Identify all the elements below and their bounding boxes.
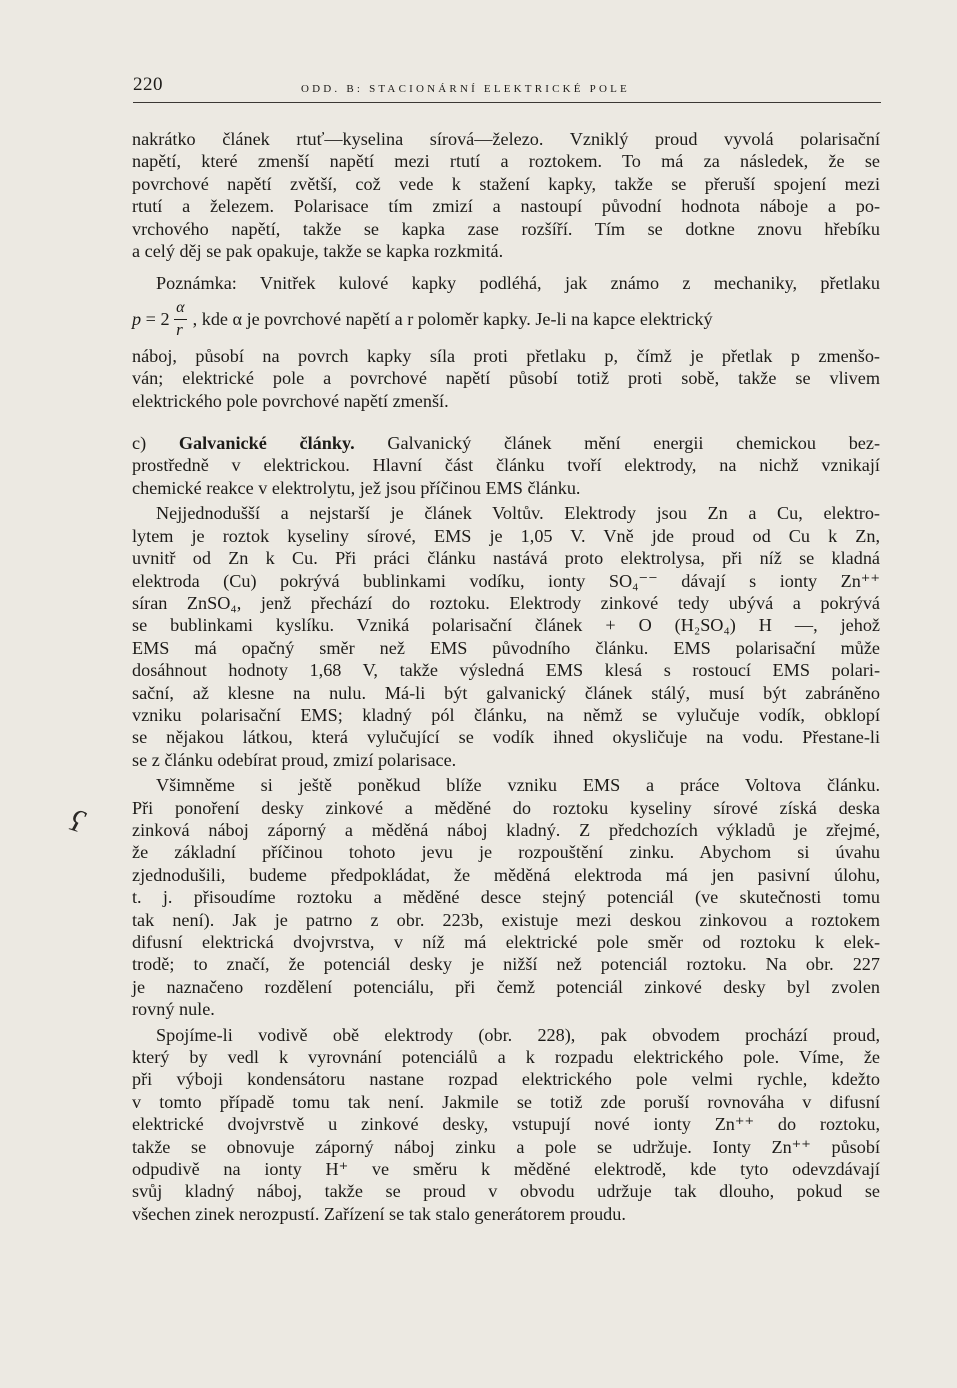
text-line: vzniku polarisační EMS; kladný pól článku, na němž se vylučuje vodík, obklopí xyxy=(132,704,880,725)
text-line: se bublinkami kyslíku. Vzniká polarisační článek + O (H₂SO₄) H —, jehož xyxy=(132,615,880,636)
body-text xyxy=(132,128,880,1225)
text-line: svůj kladný náboj, takže se proud v obvodu udržuje tak dlouho, pokud se xyxy=(132,1181,880,1202)
text-line: rovný nule. xyxy=(132,999,215,1020)
section-prefix: c) xyxy=(132,433,147,454)
text-line: prostředně v elektrickou. Hlavní část článku tvoří elektrody, na nichž vznikají xyxy=(132,455,880,476)
text-line: který by vedl k vyrovnání potenciálů a k rozpadu elektrického pole. Víme, že xyxy=(132,1047,880,1068)
text-line: že základní příčinou tohoto jevu je rozpouštění zinku. Abychom si úvahu xyxy=(132,842,880,863)
text-line: napětí, které zmenší napětí mezi rtutí a roztokem. To má za následek, že se xyxy=(132,151,880,172)
text-line: trodě; to značí, že potenciál desky je nižší než potenciál roztoku. Na obr. 227 xyxy=(132,954,880,975)
text-line: tak není). Jak je patrno z obr. 223b, existuje mezi deskou zinkovou a roztokem xyxy=(132,909,880,930)
text-line: t. j. přisoudíme roztoku a měděné desce stejný potenciál (ve skutečnosti tomu xyxy=(132,887,880,908)
text-line: sační, až klesne na nulu. Má-li být galvanický článek stálý, musí být zabráněno xyxy=(132,682,880,703)
text-line: difusní elektrická dvojvrstva, v níž má elektrické pole směr od roztoku k elek- xyxy=(132,932,880,952)
paragraph-polarisation xyxy=(132,128,880,262)
note-line: Poznámka: Vnitřek kulové kapky podléhá, jak známo z mechaniky, přetlaku xyxy=(156,273,880,294)
fraction-denominator: r xyxy=(176,319,183,339)
formula-eq: = 2 xyxy=(145,309,170,330)
section-heading-line xyxy=(132,432,880,454)
text-line: chemické reakce v elektrolytu, jež jsou příčinou EMS článku. xyxy=(132,477,581,498)
text-line: se z článku odebírat proud, zmizí polarisace. xyxy=(132,749,457,770)
section-galvanic-cells xyxy=(132,432,880,499)
fraction-alpha-over-r xyxy=(174,298,188,341)
text-line: povrchové napětí zvětší, což vede k stažení kapky, takže se přeruší spojení mezi xyxy=(132,173,880,194)
text-line: lytem je roztok kyseliny sírové, EMS je 1,05 V. Vně jde proud od Cu k Zn, xyxy=(132,525,880,546)
text-line: se nějakou látkou, která vylučující se vodík ihned okysličuje na vodu. Přestane-li xyxy=(132,727,880,748)
text-line: v tomto případě tomu tak není. Jakmile se totiž zde poruší rovnováha v difusní xyxy=(132,1091,880,1112)
text-line: Nejjednodušší a nejstarší je článek Voltův. Elektrody jsou Zn a Cu, elektro- xyxy=(156,503,880,524)
formula-line xyxy=(132,298,880,341)
text-line: zjednodušili, budeme předpokládat, že měděná elektroda má jen pasivní úlohu, xyxy=(132,864,880,885)
fraction-numerator: α xyxy=(176,298,185,316)
text-line: odpudivě na ionty H⁺ ve směru k měděné elektrodě, kde tyto odevzdávají xyxy=(132,1159,880,1180)
running-head: ODD. B: STACIONÁRNÍ ELEKTRICKÉ POLE xyxy=(301,83,630,95)
text-line: vrchového napětí, takže se kapka zase rozšíří. Tím se dotkne znovu hřebíku xyxy=(132,218,880,239)
text-line: je naznačeno rozdělení potenciálu, při čemž potenciál zinkové desky byl zvolen xyxy=(132,976,880,997)
text-line: zinková náboj záporný a měděná náboj kladný. Z předchozích výkladů je zřejmé, xyxy=(132,819,880,840)
text-line: Spojíme-li vodivě obě elektrody (obr. 228), pak obvodem prochází proud, xyxy=(156,1024,880,1045)
text-line: rtutí a železem. Polarisace tím zmizí a nastoupí původní hodnota náboje a po- xyxy=(132,196,880,217)
note-line: ván; elektrické pole a povrchové napětí působí totiž proti sobě, takže se vlivem xyxy=(132,368,880,389)
section-heading-rest: Galvanický článek mění energii chemickou bez- xyxy=(387,433,881,454)
text-line: Všimněme si ještě poněkud blíže vzniku EMS a práce Voltova článku. xyxy=(156,775,880,796)
formula-p: p xyxy=(132,309,142,330)
text-line: takže se obnovuje záporný náboj zinku a pole se udržuje. Ionty Zn⁺⁺ působí xyxy=(132,1136,880,1157)
paragraph-volta xyxy=(132,502,880,771)
text-line: při výboji kondensátoru nastane rozpad elektrického pole velmi rychle, kdežto xyxy=(132,1069,880,1090)
page-header xyxy=(133,72,881,103)
section-heading: Galvanické články. xyxy=(178,433,355,454)
text-line: dosáhnout hodnoty 1,68 V, takže výsledná EMS klesá s rostoucí EMS polari- xyxy=(132,660,880,681)
note-line: náboj, působí na povrch kapky síla proti přetlaku p, čímž je přetlak p zmenšo- xyxy=(132,345,880,366)
text-line: elektroda (Cu) pokrývá bublinkami vodíku, ionty SO₄⁻⁻ dávají s ionty Zn⁺⁺ xyxy=(132,570,880,591)
note-line: elektrického pole povrchové napětí zmenší. xyxy=(132,390,449,411)
text-line: Při ponoření desky zinkové a měděné do roztoku kyseliny sírové získá deska xyxy=(132,797,880,818)
paragraph-vsimneme xyxy=(132,774,880,1020)
page-number: 220 xyxy=(133,74,163,95)
pencil-margin-mark: ʕ xyxy=(65,803,88,840)
text-line: EMS má opačný směr než EMS původního článku. EMS polarisační může xyxy=(132,637,880,658)
text-line: všechen zinek nerozpustí. Zařízení se tak stalo generátorem proudu. xyxy=(132,1203,626,1224)
formula-rest: , kde α je povrchové napětí a r poloměr kapky. Je-li na kapce elektrický xyxy=(192,309,713,330)
text-line: nakrátko článek rtuť—kyselina sírová—železo. Vzniklý proud vyvolá polarisační xyxy=(132,129,880,149)
text-line: elektrické dvojvrstvě u zinkové desky, vstupují nové ionty Zn⁺⁺ do roztoku, xyxy=(132,1114,880,1135)
paragraph-spojime xyxy=(132,1024,880,1226)
text-line: síran ZnSO₄, jenž přechází do roztoku. Elektrody zinkové tedy ubývá a pokrývá xyxy=(132,592,880,613)
text-line: uvnitř od Zn k Cu. Při práci článku nastává proto elektrolysa, při níž se kladná xyxy=(132,548,880,569)
paragraph-note xyxy=(132,272,880,412)
text-line: a celý děj se pak opakuje, takže se kapka rozkmitá. xyxy=(132,241,504,262)
